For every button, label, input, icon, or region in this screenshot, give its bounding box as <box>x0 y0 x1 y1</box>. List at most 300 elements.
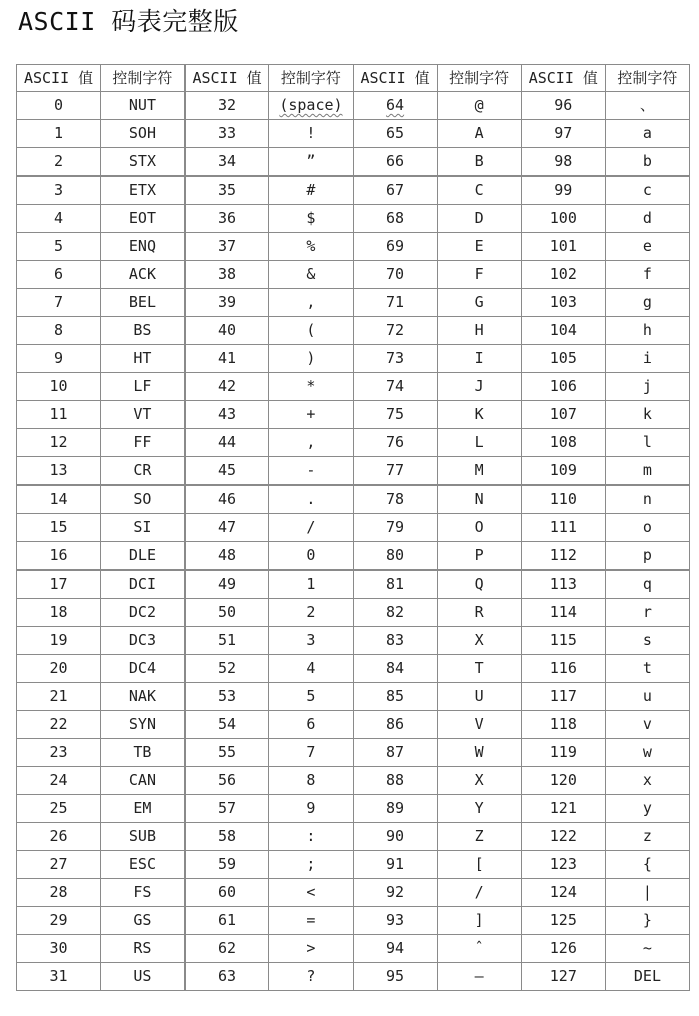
control-char-cell: @ <box>437 92 521 120</box>
ascii-value-cell: 57 <box>185 795 269 823</box>
ascii-value-cell: 13 <box>17 457 101 486</box>
ascii-value-cell: 53 <box>185 683 269 711</box>
control-char-cell: 8 <box>269 767 353 795</box>
ascii-value-cell: 65 <box>353 120 437 148</box>
ascii-value-cell: 42 <box>185 373 269 401</box>
control-char-cell: f <box>605 261 689 289</box>
control-char-cell: TB <box>101 739 185 767</box>
ascii-value-cell: 31 <box>17 963 101 991</box>
control-char-cell: A <box>437 120 521 148</box>
table-row <box>17 233 690 261</box>
table-row <box>17 261 690 289</box>
control-char-cell: / <box>269 514 353 542</box>
ascii-value-cell: 124 <box>521 879 605 907</box>
table-row <box>17 373 690 401</box>
ascii-value-cell: 87 <box>353 739 437 767</box>
control-char-cell: , <box>269 289 353 317</box>
control-char-cell: RS <box>101 935 185 963</box>
control-char-cell: Y <box>437 795 521 823</box>
control-char-cell: J <box>437 373 521 401</box>
table-row <box>17 205 690 233</box>
ascii-value-cell: 28 <box>17 879 101 907</box>
control-char-cell: US <box>101 963 185 991</box>
ascii-value-cell: 104 <box>521 317 605 345</box>
ascii-value-cell: 17 <box>17 570 101 599</box>
control-char-cell: SYN <box>101 711 185 739</box>
ascii-value-cell: 47 <box>185 514 269 542</box>
control-char-cell: G <box>437 289 521 317</box>
control-char-cell: HT <box>101 345 185 373</box>
ascii-value-cell: 9 <box>17 345 101 373</box>
ascii-value-cell: 71 <box>353 289 437 317</box>
control-char-cell: U <box>437 683 521 711</box>
ascii-value-cell: 41 <box>185 345 269 373</box>
control-char-cell: EOT <box>101 205 185 233</box>
table-row <box>17 176 690 205</box>
table-row <box>17 599 690 627</box>
control-char-cell: ; <box>269 851 353 879</box>
control-char-cell: BEL <box>101 289 185 317</box>
ascii-value-cell: 1 <box>17 120 101 148</box>
ascii-value-cell: 90 <box>353 823 437 851</box>
header-ascii-value: ASCII 值 <box>353 65 437 92</box>
ascii-value-cell: 50 <box>185 599 269 627</box>
ascii-value-cell: 125 <box>521 907 605 935</box>
ascii-value-cell: 44 <box>185 429 269 457</box>
ascii-value-cell: 86 <box>353 711 437 739</box>
ascii-value-cell: 63 <box>185 963 269 991</box>
ascii-value-cell: 52 <box>185 655 269 683</box>
control-char-cell: . <box>269 485 353 514</box>
ascii-value-cell: 89 <box>353 795 437 823</box>
control-char-cell: > <box>269 935 353 963</box>
ascii-value-cell: 66 <box>353 148 437 177</box>
ascii-value-cell: 30 <box>17 935 101 963</box>
ascii-value-cell: 46 <box>185 485 269 514</box>
table-row <box>17 767 690 795</box>
ascii-value-cell: 32 <box>185 92 269 120</box>
ascii-value-cell: 113 <box>521 570 605 599</box>
control-char-cell: [ <box>437 851 521 879</box>
control-char-cell: K <box>437 401 521 429</box>
table-row <box>17 683 690 711</box>
ascii-value-cell: 116 <box>521 655 605 683</box>
ascii-value-cell: 82 <box>353 599 437 627</box>
header-control-char: 控制字符 <box>101 65 185 92</box>
control-char-cell: / <box>437 879 521 907</box>
control-char-cell: o <box>605 514 689 542</box>
header-control-char: 控制字符 <box>605 65 689 92</box>
control-char-cell: z <box>605 823 689 851</box>
control-char-cell: SI <box>101 514 185 542</box>
control-char-cell: 3 <box>269 627 353 655</box>
ascii-value-cell: 107 <box>521 401 605 429</box>
ascii-value-cell: 99 <box>521 176 605 205</box>
ascii-value-cell: 68 <box>353 205 437 233</box>
table-row <box>17 148 690 177</box>
control-char-cell: DC3 <box>101 627 185 655</box>
ascii-value-cell: 98 <box>521 148 605 177</box>
control-char-cell: EM <box>101 795 185 823</box>
table-row <box>17 907 690 935</box>
control-char-cell: + <box>269 401 353 429</box>
control-char-cell: ENQ <box>101 233 185 261</box>
control-char-cell: { <box>605 851 689 879</box>
ascii-value-cell: 58 <box>185 823 269 851</box>
ascii-value-cell: 64 <box>353 92 437 120</box>
control-char-cell: ? <box>269 963 353 991</box>
control-char-cell: 5 <box>269 683 353 711</box>
control-char-cell: ” <box>269 148 353 177</box>
page-title: ASCII 码表完整版 <box>18 7 239 36</box>
control-char-cell: 0 <box>269 542 353 571</box>
control-char-cell: ACK <box>101 261 185 289</box>
ascii-value-cell: 7 <box>17 289 101 317</box>
ascii-value-cell: 56 <box>185 767 269 795</box>
control-char-cell: DEL <box>605 963 689 991</box>
ascii-value-cell: 70 <box>353 261 437 289</box>
control-char-cell: % <box>269 233 353 261</box>
table-body <box>17 92 690 991</box>
control-char-cell: | <box>605 879 689 907</box>
ascii-value-cell: 25 <box>17 795 101 823</box>
table-row <box>17 345 690 373</box>
control-char-cell: t <box>605 655 689 683</box>
control-char-cell: P <box>437 542 521 571</box>
control-char-cell: T <box>437 655 521 683</box>
table-row <box>17 570 690 599</box>
ascii-value-cell: 67 <box>353 176 437 205</box>
ascii-value-cell: 73 <box>353 345 437 373</box>
control-char-cell: M <box>437 457 521 486</box>
ascii-value-cell: 22 <box>17 711 101 739</box>
ascii-value-cell: 77 <box>353 457 437 486</box>
control-char-cell: Z <box>437 823 521 851</box>
table-row <box>17 879 690 907</box>
control-char-cell: (space) <box>269 92 353 120</box>
ascii-value-cell: 85 <box>353 683 437 711</box>
ascii-value-cell: 72 <box>353 317 437 345</box>
ascii-value-cell: 35 <box>185 176 269 205</box>
ascii-value-cell: 16 <box>17 542 101 571</box>
ascii-value-cell: 23 <box>17 739 101 767</box>
table-row <box>17 514 690 542</box>
control-char-cell: B <box>437 148 521 177</box>
ascii-value-cell: 49 <box>185 570 269 599</box>
ascii-value-cell: 78 <box>353 485 437 514</box>
control-char-cell: BS <box>101 317 185 345</box>
ascii-value-cell: 37 <box>185 233 269 261</box>
ascii-value-cell: 76 <box>353 429 437 457</box>
ascii-value-cell: 24 <box>17 767 101 795</box>
ascii-value-cell: 19 <box>17 627 101 655</box>
ascii-value-cell: 95 <box>353 963 437 991</box>
control-char-cell: g <box>605 289 689 317</box>
ascii-value-cell: 54 <box>185 711 269 739</box>
control-char-cell: NAK <box>101 683 185 711</box>
control-char-cell: ) <box>269 345 353 373</box>
table-row <box>17 627 690 655</box>
control-char-cell: X <box>437 627 521 655</box>
control-char-cell: X <box>437 767 521 795</box>
ascii-value-cell: 61 <box>185 907 269 935</box>
control-char-cell: DCI <box>101 570 185 599</box>
table-row <box>17 120 690 148</box>
header-ascii-value: ASCII 值 <box>185 65 269 92</box>
control-char-cell: j <box>605 373 689 401</box>
ascii-value-cell: 15 <box>17 514 101 542</box>
ascii-value-cell: 103 <box>521 289 605 317</box>
ascii-value-cell: 26 <box>17 823 101 851</box>
ascii-value-cell: 51 <box>185 627 269 655</box>
ascii-value-cell: 40 <box>185 317 269 345</box>
header-ascii-value: ASCII 值 <box>17 65 101 92</box>
ascii-value-cell: 84 <box>353 655 437 683</box>
ascii-value-cell: 122 <box>521 823 605 851</box>
control-char-cell: SOH <box>101 120 185 148</box>
table-row <box>17 429 690 457</box>
control-char-cell: 9 <box>269 795 353 823</box>
ascii-value-cell: 36 <box>185 205 269 233</box>
table-row <box>17 485 690 514</box>
ascii-value-cell: 97 <box>521 120 605 148</box>
table-row <box>17 739 690 767</box>
ascii-value-cell: 102 <box>521 261 605 289</box>
control-char-cell: , <box>269 429 353 457</box>
ascii-value-cell: 110 <box>521 485 605 514</box>
control-char-cell: : <box>269 823 353 851</box>
control-char-cell: < <box>269 879 353 907</box>
ascii-value-cell: 75 <box>353 401 437 429</box>
control-char-cell: w <box>605 739 689 767</box>
control-char-cell: m <box>605 457 689 486</box>
control-char-cell: ESC <box>101 851 185 879</box>
control-char-cell: ] <box>437 907 521 935</box>
control-char-cell: C <box>437 176 521 205</box>
control-char-cell: DLE <box>101 542 185 571</box>
control-char-cell: k <box>605 401 689 429</box>
control-char-cell: ETX <box>101 176 185 205</box>
ascii-value-cell: 14 <box>17 485 101 514</box>
ascii-value-cell: 114 <box>521 599 605 627</box>
table-row <box>17 655 690 683</box>
ascii-value-cell: 120 <box>521 767 605 795</box>
ascii-value-cell: 119 <box>521 739 605 767</box>
ascii-value-cell: 88 <box>353 767 437 795</box>
ascii-value-cell: 0 <box>17 92 101 120</box>
control-char-cell: 6 <box>269 711 353 739</box>
ascii-value-cell: 39 <box>185 289 269 317</box>
ascii-value-cell: 10 <box>17 373 101 401</box>
ascii-value-cell: 121 <box>521 795 605 823</box>
header-control-char: 控制字符 <box>269 65 353 92</box>
control-char-cell: I <box>437 345 521 373</box>
control-char-cell: LF <box>101 373 185 401</box>
control-char-cell: STX <box>101 148 185 177</box>
control-char-cell: - <box>269 457 353 486</box>
control-char-cell: 7 <box>269 739 353 767</box>
ascii-value-cell: 4 <box>17 205 101 233</box>
header-ascii-value: ASCII 值 <box>521 65 605 92</box>
table-row <box>17 935 690 963</box>
control-char-cell: = <box>269 907 353 935</box>
control-char-cell: # <box>269 176 353 205</box>
ascii-value-cell: 33 <box>185 120 269 148</box>
control-char-cell: 4 <box>269 655 353 683</box>
control-char-cell: DC4 <box>101 655 185 683</box>
ascii-value-cell: 80 <box>353 542 437 571</box>
ascii-value-cell: 20 <box>17 655 101 683</box>
ascii-value-cell: 109 <box>521 457 605 486</box>
table-row <box>17 823 690 851</box>
ascii-value-cell: 117 <box>521 683 605 711</box>
table-row <box>17 289 690 317</box>
ascii-value-cell: 12 <box>17 429 101 457</box>
control-char-cell: } <box>605 907 689 935</box>
control-char-cell: c <box>605 176 689 205</box>
control-char-cell: SUB <box>101 823 185 851</box>
ascii-value-cell: 74 <box>353 373 437 401</box>
control-char-cell: FF <box>101 429 185 457</box>
control-char-cell: a <box>605 120 689 148</box>
control-char-cell: v <box>605 711 689 739</box>
control-char-cell: u <box>605 683 689 711</box>
control-char-cell: L <box>437 429 521 457</box>
ascii-value-cell: 118 <box>521 711 605 739</box>
ascii-value-cell: 83 <box>353 627 437 655</box>
control-char-cell: n <box>605 485 689 514</box>
table-row <box>17 711 690 739</box>
table-row <box>17 795 690 823</box>
ascii-value-cell: 21 <box>17 683 101 711</box>
control-char-cell: i <box>605 345 689 373</box>
ascii-value-cell: 27 <box>17 851 101 879</box>
table-row <box>17 401 690 429</box>
ascii-value-cell: 34 <box>185 148 269 177</box>
ascii-value-cell: 43 <box>185 401 269 429</box>
table-row <box>17 457 690 486</box>
header-control-char: 控制字符 <box>437 65 521 92</box>
ascii-value-cell: 60 <box>185 879 269 907</box>
control-char-cell: E <box>437 233 521 261</box>
ascii-value-cell: 79 <box>353 514 437 542</box>
control-char-cell: V <box>437 711 521 739</box>
ascii-value-cell: 126 <box>521 935 605 963</box>
ascii-value-cell: 127 <box>521 963 605 991</box>
control-char-cell: D <box>437 205 521 233</box>
ascii-value-cell: 59 <box>185 851 269 879</box>
table-header-row <box>17 65 690 92</box>
control-char-cell: N <box>437 485 521 514</box>
control-char-cell: $ <box>269 205 353 233</box>
table-row <box>17 92 690 120</box>
ascii-value-cell: 100 <box>521 205 605 233</box>
control-char-cell: e <box>605 233 689 261</box>
ascii-value-cell: 108 <box>521 429 605 457</box>
ascii-value-cell: 91 <box>353 851 437 879</box>
control-char-cell: F <box>437 261 521 289</box>
ascii-value-cell: 96 <box>521 92 605 120</box>
control-char-cell: ˆ <box>437 935 521 963</box>
control-char-cell: q <box>605 570 689 599</box>
control-char-cell: p <box>605 542 689 571</box>
control-char-cell: GS <box>101 907 185 935</box>
control-char-cell: y <box>605 795 689 823</box>
ascii-value-cell: 29 <box>17 907 101 935</box>
ascii-value-cell: 93 <box>353 907 437 935</box>
ascii-value-cell: 5 <box>17 233 101 261</box>
control-char-cell: 1 <box>269 570 353 599</box>
control-char-cell: H <box>437 317 521 345</box>
control-char-cell: CAN <box>101 767 185 795</box>
control-char-cell: s <box>605 627 689 655</box>
ascii-table <box>16 64 690 991</box>
control-char-cell: ( <box>269 317 353 345</box>
ascii-value-cell: 62 <box>185 935 269 963</box>
ascii-value-cell: 48 <box>185 542 269 571</box>
table-row <box>17 542 690 571</box>
control-char-cell: r <box>605 599 689 627</box>
control-char-cell: O <box>437 514 521 542</box>
ascii-value-cell: 101 <box>521 233 605 261</box>
control-char-cell: x <box>605 767 689 795</box>
ascii-value-cell: 6 <box>17 261 101 289</box>
control-char-cell: VT <box>101 401 185 429</box>
control-char-cell: W <box>437 739 521 767</box>
ascii-value-cell: 105 <box>521 345 605 373</box>
ascii-value-cell: 81 <box>353 570 437 599</box>
control-char-cell: Q <box>437 570 521 599</box>
control-char-cell: NUT <box>101 92 185 120</box>
ascii-value-cell: 94 <box>353 935 437 963</box>
ascii-value-cell: 11 <box>17 401 101 429</box>
control-char-cell: * <box>269 373 353 401</box>
control-char-cell: DC2 <box>101 599 185 627</box>
control-char-cell: & <box>269 261 353 289</box>
control-char-cell: ~ <box>605 935 689 963</box>
control-char-cell: FS <box>101 879 185 907</box>
ascii-value-cell: 8 <box>17 317 101 345</box>
control-char-cell: 2 <box>269 599 353 627</box>
table-row <box>17 317 690 345</box>
control-char-cell: ! <box>269 120 353 148</box>
control-char-cell: 、 <box>605 92 689 120</box>
ascii-value-cell: 38 <box>185 261 269 289</box>
control-char-cell: SO <box>101 485 185 514</box>
ascii-value-cell: 111 <box>521 514 605 542</box>
ascii-value-cell: 123 <box>521 851 605 879</box>
control-char-cell: CR <box>101 457 185 486</box>
table-row <box>17 851 690 879</box>
ascii-value-cell: 112 <box>521 542 605 571</box>
control-char-cell: R <box>437 599 521 627</box>
ascii-value-cell: 69 <box>353 233 437 261</box>
control-char-cell: — <box>437 963 521 991</box>
ascii-value-cell: 18 <box>17 599 101 627</box>
table-row <box>17 963 690 991</box>
control-char-cell: l <box>605 429 689 457</box>
ascii-value-cell: 3 <box>17 176 101 205</box>
ascii-value-cell: 115 <box>521 627 605 655</box>
ascii-value-cell: 55 <box>185 739 269 767</box>
ascii-value-cell: 45 <box>185 457 269 486</box>
control-char-cell: b <box>605 148 689 177</box>
ascii-value-cell: 106 <box>521 373 605 401</box>
control-char-cell: h <box>605 317 689 345</box>
ascii-value-cell: 92 <box>353 879 437 907</box>
control-char-cell: d <box>605 205 689 233</box>
ascii-value-cell: 2 <box>17 148 101 177</box>
